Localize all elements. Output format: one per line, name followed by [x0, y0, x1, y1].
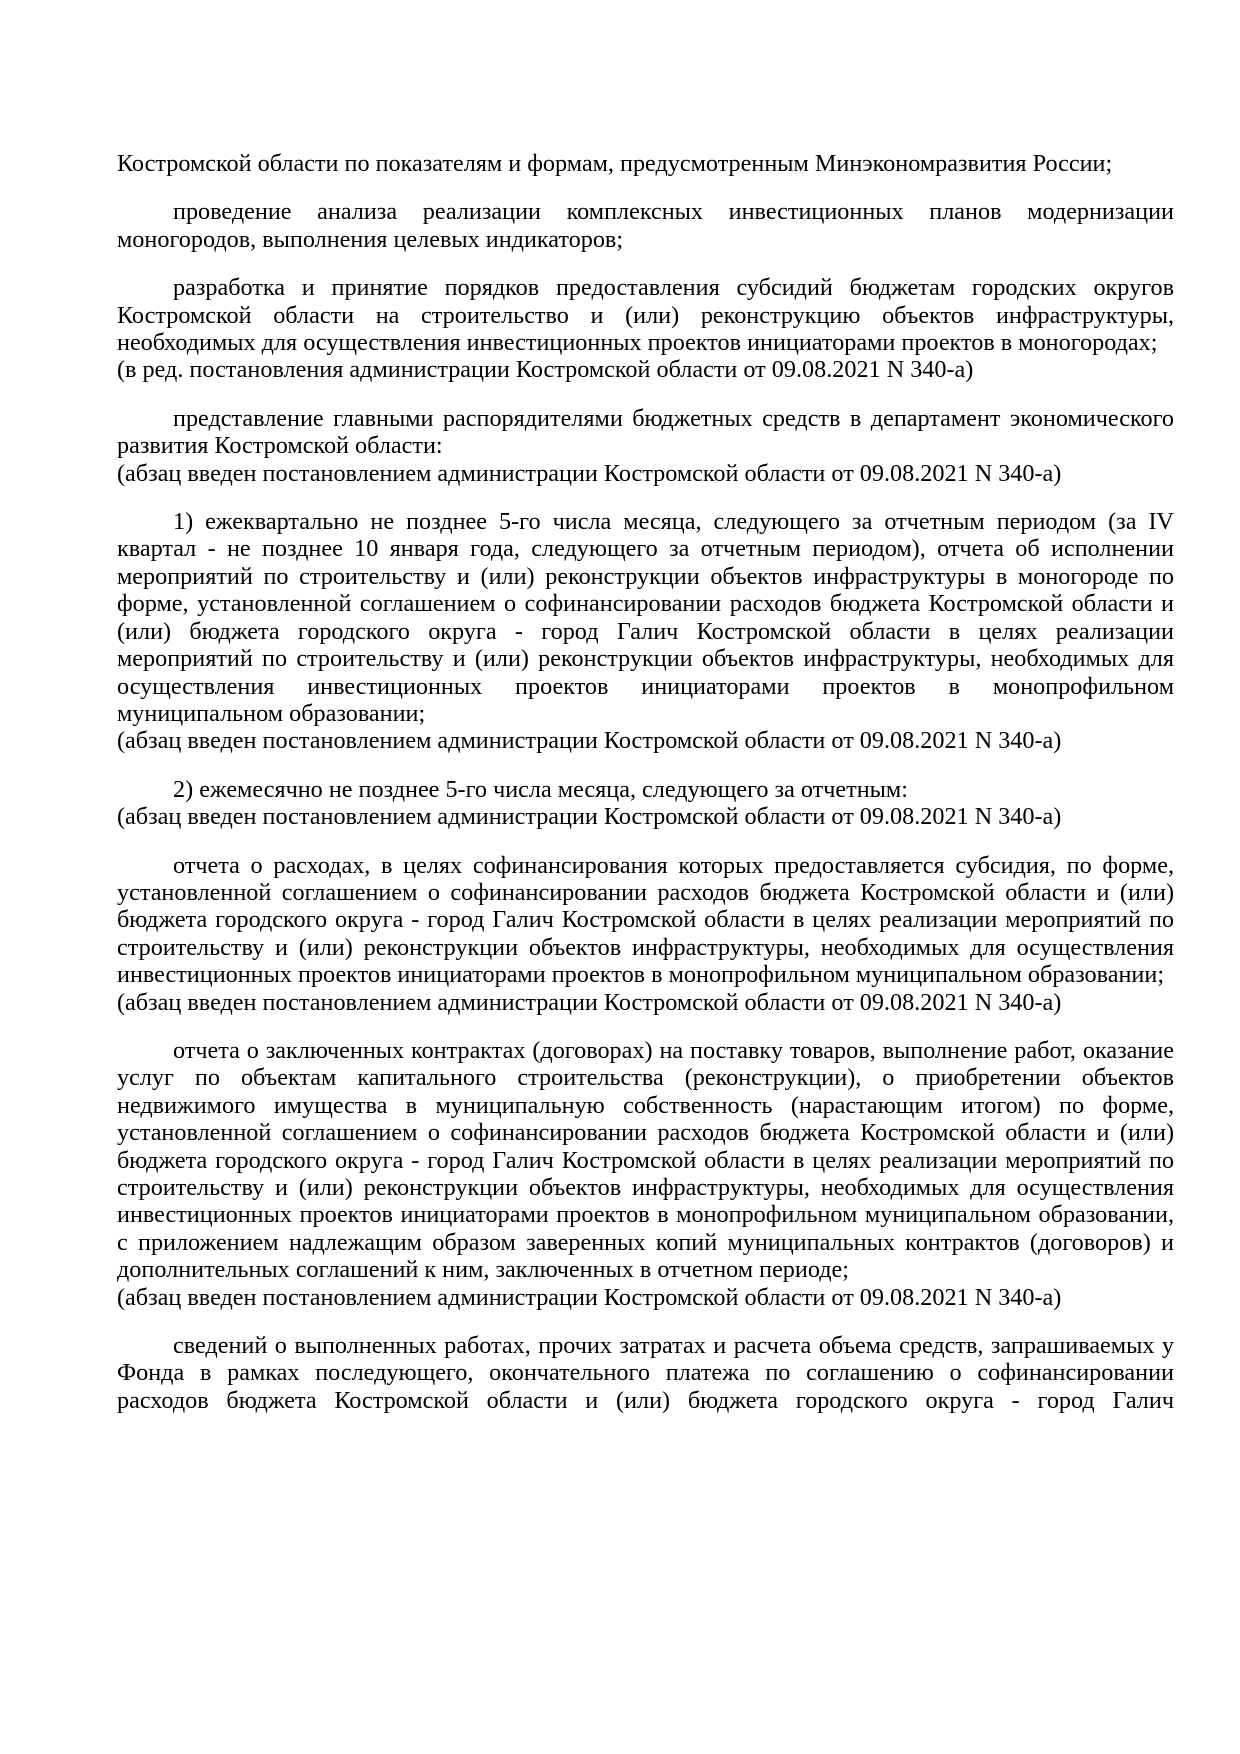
- paragraph-quarterly-report: 1) ежеквартально не позднее 5-го числа месяца, следующего за отчетным периодом (за IV квартал - не позднее 10 января года, следующего за отчетным периодом), отчета об исполнении мероприятий по строительству и (или) реконструкции объектов инфраструктуры в моногороде по форме, установленной соглашением о софинансировании расходов бюджета Костромской области и (или) бюджета городского округа - город Галич Костромской области в целях реализации мероприятий по строительству и (или) реконструкции объектов инфраструктуры, необходимых для осуществления инвестиционных проектов инициаторами проектов в монопрофильном муниципальном образовании;: [117, 508, 1174, 727]
- paragraph-contracts-report: отчета о заключенных контрактах (договорах) на поставку товаров, выполнение работ, оказание услуг по объектам капитального строительства (реконструкции), о приобретении объектов недвижимого имущества в муниципальную собственность (нарастающим итогом) по форме, установленной соглашением о софинансировании расходов бюджета Костромской области и (или) бюджета городского округа - город Галич Костромской области в целях реализации мероприятий по строительству и (или) реконструкции объектов инфраструктуры, необходимых для осуществления инвестиционных проектов инициаторами проектов в монопрофильном муниципальном образовании, с приложением надлежащим образом заверенных копий муниципальных контрактов (договоров) и дополнительных соглашений к ним, заключенных в отчетном периоде;: [117, 1036, 1174, 1284]
- amendment-note: (абзац введен постановлением администрации Костромской области от 09.08.2021 N 340-а): [117, 459, 1062, 487]
- paragraph-monthly: 2) ежемесячно не позднее 5-го числа месяца, следующего за отчетным:: [173, 775, 908, 803]
- amendment-note: (в ред. постановления администрации Костромской области от 09.08.2021 N 340-а): [117, 356, 974, 384]
- amendment-note: (абзац введен постановлением администрации Костромской области от 09.08.2021 N 340-а): [117, 803, 1062, 831]
- paragraph-works-info: сведений о выполненных работах, прочих затратах и расчета объема средств, запрашиваемых у Фонда в рамках последующего, окончательного платежа по соглашению о софинансировании расходов бюджета Костромской области и (или) бюджета городского округа - город Галич: [117, 1332, 1174, 1414]
- amendment-note: (абзац введен постановлением администрации Костромской области от 09.08.2021 N 340-а): [117, 988, 1062, 1016]
- paragraph-expense-report: отчета о расходах, в целях софинансирования которых предоставляется субсидия, по форме, установленной соглашением о софинансировании расходов бюджета Костромской области и (или) бюджета городского округа - город Галич Костромской области в целях реализации мероприятий по строительству и (или) реконструкции объектов инфраструктуры, необходимых для осуществления инвестиционных проектов инициаторами проектов в монопрофильном муниципальном образовании;: [117, 851, 1174, 989]
- amendment-note: (абзац введен постановлением администрации Костромской области от 09.08.2021 N 340-а): [117, 1283, 1062, 1311]
- amendment-note: (абзац введен постановлением администрации Костромской области от 09.08.2021 N 340-а): [117, 727, 1062, 755]
- paragraph-continuation: Костромской области по показателям и формам, предусмотренным Минэкономразвития России;: [117, 150, 1113, 177]
- paragraph-submission: представление главными распорядителями бюджетных средств в департамент экономического развития Костромской области:: [117, 404, 1174, 460]
- paragraph-analysis: проведение анализа реализации комплексных инвестиционных планов модернизации моногородов, выполнения целевых индикаторов;: [117, 198, 1174, 253]
- paragraph-subsidy-procedures: разработка и принятие порядков предоставления субсидий бюджетам городских округов Костромской области на строительство и (или) реконструкцию объектов инфраструктуры, необходимых для осуществления инвестиционных проектов инициаторами проектов в моногородах;: [117, 274, 1174, 357]
- document-page: [117, 150, 1174, 1414]
